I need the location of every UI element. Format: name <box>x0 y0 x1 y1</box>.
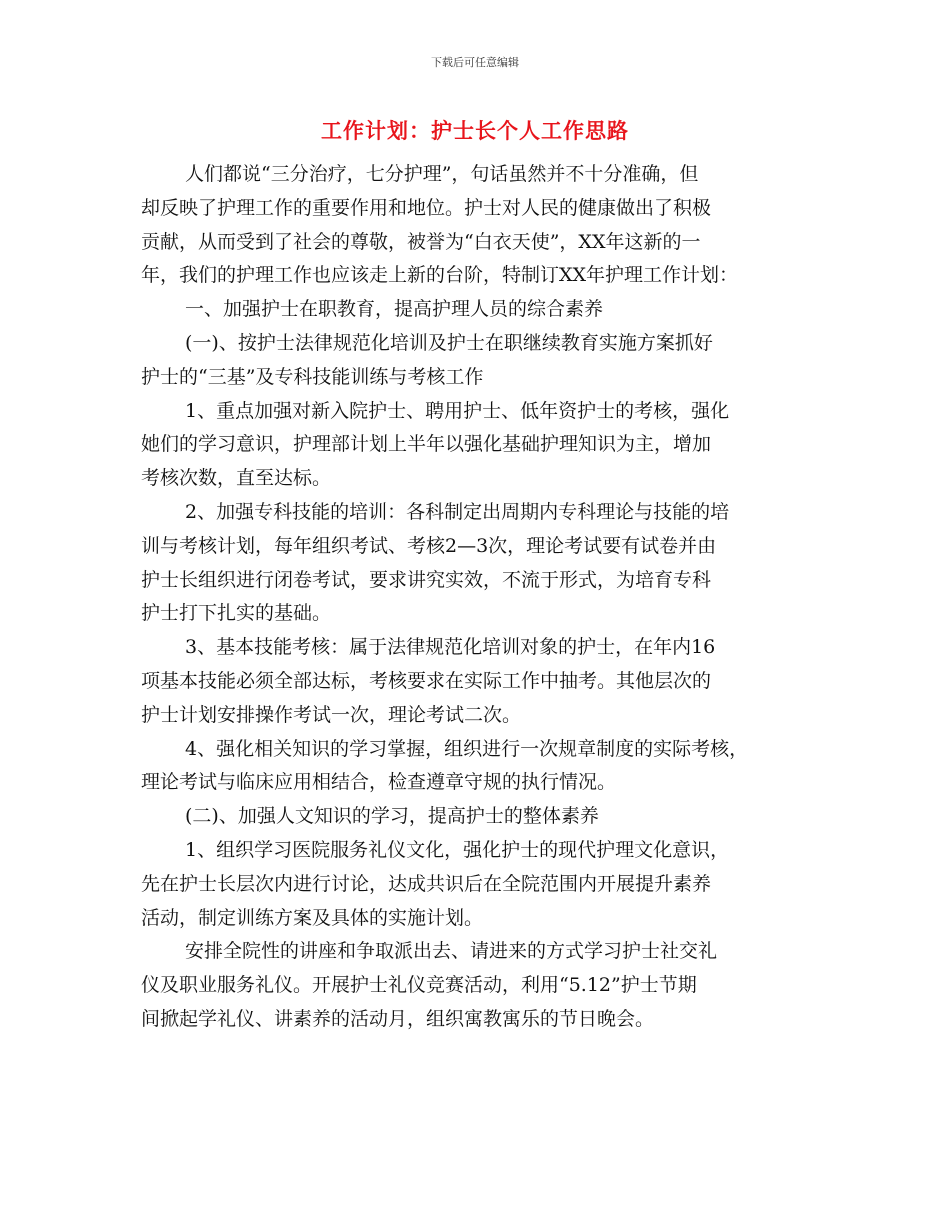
paragraph <box>141 631 811 732</box>
paragraph-line: 贡献，从而受到了社会的尊敬，被誉为“白衣天使”，XX年这新的一 <box>141 230 701 253</box>
paragraph-line: 安排全院性的讲座和争取派出去、请进来的方式学习护士社交礼 <box>185 940 718 963</box>
paragraph-line: 项基本技能必须全部达标，考核要求在实际工作中抽考。其他层次的 <box>141 669 712 692</box>
header-note: 下载后可任意编辑 <box>431 56 519 69</box>
paragraph-line: 她们的学习意识，护理部计划上半年以强化基础护理知识为主，增加 <box>141 433 712 456</box>
paragraph <box>141 395 811 496</box>
paragraph-line: 1、重点加强对新入院护士、聘用护士、低年资护士的考核，强化 <box>185 399 730 422</box>
paragraph-line: 理论考试与临床应用相结合，检查遵章守规的执行情况。 <box>141 771 617 794</box>
paragraph-line: 护士计划安排操作考试一次，理论考试二次。 <box>141 703 522 726</box>
paragraph <box>141 496 811 631</box>
paragraph-line: 4、强化相关知识的学习掌握，组织进行一次规章制度的实际考核， <box>185 737 749 760</box>
paragraph-line: 护士打下扎实的基础。 <box>141 602 332 625</box>
paragraph <box>141 293 811 327</box>
paragraph-line: 护士长组织进行闭卷考试，要求讲究实效，不流于形式，为培育专科 <box>141 568 712 591</box>
paragraph-line: 护士的“三基”及专科技能训练与考核工作 <box>141 365 484 388</box>
paragraph <box>141 800 811 834</box>
paragraph <box>141 158 811 293</box>
paragraph-line: 仪及职业服务礼仪。开展护士礼仪竞赛活动，利用“5.12”护士节期 <box>141 974 697 997</box>
paragraph <box>141 327 811 395</box>
paragraph-line: (一)、按护士法律规范化培训及护士在职继续教育实施方案抓好 <box>185 331 713 354</box>
paragraph-line: 3、基本技能考核：属于法律规范化培训对象的护士，在年内16 <box>185 636 716 659</box>
paragraph <box>141 733 811 801</box>
paragraph <box>141 834 811 935</box>
paragraph-line: 2、加强专科技能的培训：各科制定出周期内专科理论与技能的培 <box>185 500 730 523</box>
paragraph-line: 间掀起学礼仪、讲素养的活动月，组织寓教寓乐的节日晚会。 <box>141 1007 655 1030</box>
document-title: 工作计划：护士长个人工作思路 <box>321 119 629 143</box>
paragraph-line: 考核次数，直至达标。 <box>141 467 332 490</box>
paragraph <box>141 935 811 1036</box>
paragraph-line: 先在护士长层次内进行讨论，达成共识后在全院范围内开展提升素养 <box>141 872 712 895</box>
paragraph-line: 却反映了护理工作的重要作用和地位。护士对人民的健康做出了积极 <box>141 196 712 219</box>
document-body <box>141 158 811 1037</box>
paragraph-line: 1、组织学习医院服务礼仪文化，强化护士的现代护理文化意识， <box>185 838 730 861</box>
paragraph-line: 活动，制定训练方案及具体的实施计划。 <box>141 906 484 929</box>
paragraph-line: 人们都说“三分治疗，七分护理”，句话虽然并不十分准确，但 <box>185 163 699 185</box>
paragraph-line: 一、加强护士在职教育，提高护理人员的综合素养 <box>185 298 604 321</box>
paragraph-line: 年，我们的护理工作也应该走上新的台阶，特制订XX年护理工作计划： <box>141 264 739 287</box>
paragraph-line: (二)、加强人文知识的学习，提高护士的整体素养 <box>185 805 599 828</box>
paragraph-line: 训与考核计划，每年组织考试、考核2—3次，理论考试要有试卷并由 <box>141 534 717 557</box>
